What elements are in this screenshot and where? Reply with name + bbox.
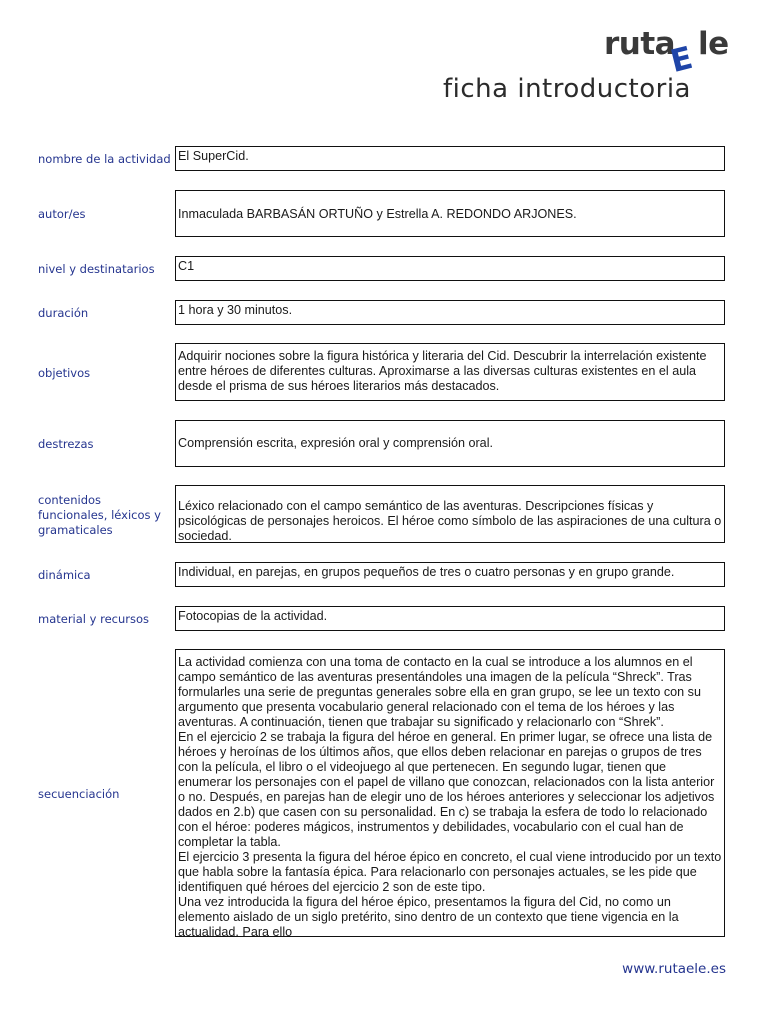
field-duracion: 1 hora y 30 minutos. (175, 300, 725, 325)
secuenciacion-paragraph-4: Una vez introducida la figura del héroe épico, presentamos la figura del Cid, no como un elemento aislado de un siglo pretérito, sino dentro de un contexto que tiene vigencia en la actualidad. Para ello (178, 895, 679, 939)
label-autor: autor/es (38, 207, 86, 221)
logo-text-ruta: ruta (604, 26, 676, 62)
label-nivel: nivel y destinatarios (38, 262, 155, 276)
label-duracion: duración (38, 306, 89, 320)
label-material: material y recursos (38, 612, 150, 626)
secuenciacion-paragraph-3: El ejercicio 3 presenta la figura del héroe épico en concreto, el cual viene introducido por un texto que habla sobre la fantasía épica. Para relacionarlo con personajes actuales, se les pide que identifiquen qué héroes del ejercicio 2 son de este tipo. (178, 850, 722, 894)
logo-e-mark: E (666, 39, 697, 81)
label-secuenciacion: secuenciación (38, 787, 120, 801)
label-nombre: nombre de la actividad (38, 152, 171, 166)
field-nombre: El SuperCid. (175, 146, 725, 171)
page-title: ficha introductoria (443, 74, 691, 104)
label-dinamica: dinámica (38, 568, 91, 582)
field-nivel: C1 (175, 256, 725, 281)
field-secuenciacion (175, 649, 725, 937)
field-material: Fotocopias de la actividad. (175, 606, 725, 631)
field-dinamica: Individual, en parejas, en grupos pequeños de tres o cuatro personas y en grupo grande. (175, 562, 725, 587)
footer-website-link[interactable]: www.rutaele.es (622, 961, 726, 977)
label-destrezas: destrezas (38, 437, 94, 451)
secuenciacion-paragraph-1: La actividad comienza con una toma de contacto en la cual se introduce a los alumnos en el campo semántico de las aventuras presentándoles una imagen de la película “Shreck”. Tras formularles una serie de preguntas generales sobre ella en gran grupo, se lee un texto con su argumento que presenta vocabulario general relacionado con el tema de los héroes y las aventuras. A continuación, tienen que trabajar su significado y relacionarlo con “Shrek”. (178, 655, 701, 729)
field-objetivos: Adquirir nociones sobre la figura histórica y literaria del Cid. Descubrir la interrelación existente entre héroes de diferentes culturas. Aproximarse a las diversas culturas existentes en el aula desde el prisma de sus héroes literarios más destacados. (175, 343, 725, 401)
secuenciacion-paragraph-2: En el ejercicio 2 se trabaja la figura del héroe en general. En primer lugar, se ofrece una lista de héroes y heroínas de los últimos años, que ellos deben relacionar en parejas o grupos de tres con la película, el libro o el videojuego al que pertenecen. En segundo lugar, tienen que enumerar los personajes con el papel de villano que conozcan, relacionados con la lista anterior o no. Después, en parejas han de elegir uno de los héroes anteriores y seleccionar los adjetivos dados en 2.b) que casen con su personalidad. En c) se trabaja la esfera de todo lo relacionado con el héroe: poderes mágicos, instrumentos y debilidades, vocabulario con el cual han de completar la tabla. (178, 730, 715, 849)
label-contenidos: contenidos funcionales, léxicos y gramaticales (38, 493, 161, 537)
logo-text-le: le (698, 26, 729, 62)
field-autor: Inmaculada BARBASÁN ORTUÑO y Estrella A. REDONDO ARJONES. (175, 190, 725, 237)
field-contenidos: Léxico relacionado con el campo semántico de las aventuras. Descripciones físicas y psicológicas de personajes heroicos. El héroe como símbolo de las aspiraciones de una cultura o sociedad. (175, 485, 725, 543)
field-destrezas: Comprensión escrita, expresión oral y comprensión oral. (175, 420, 725, 467)
label-objetivos: objetivos (38, 366, 91, 380)
rutaele-logo (604, 26, 734, 81)
